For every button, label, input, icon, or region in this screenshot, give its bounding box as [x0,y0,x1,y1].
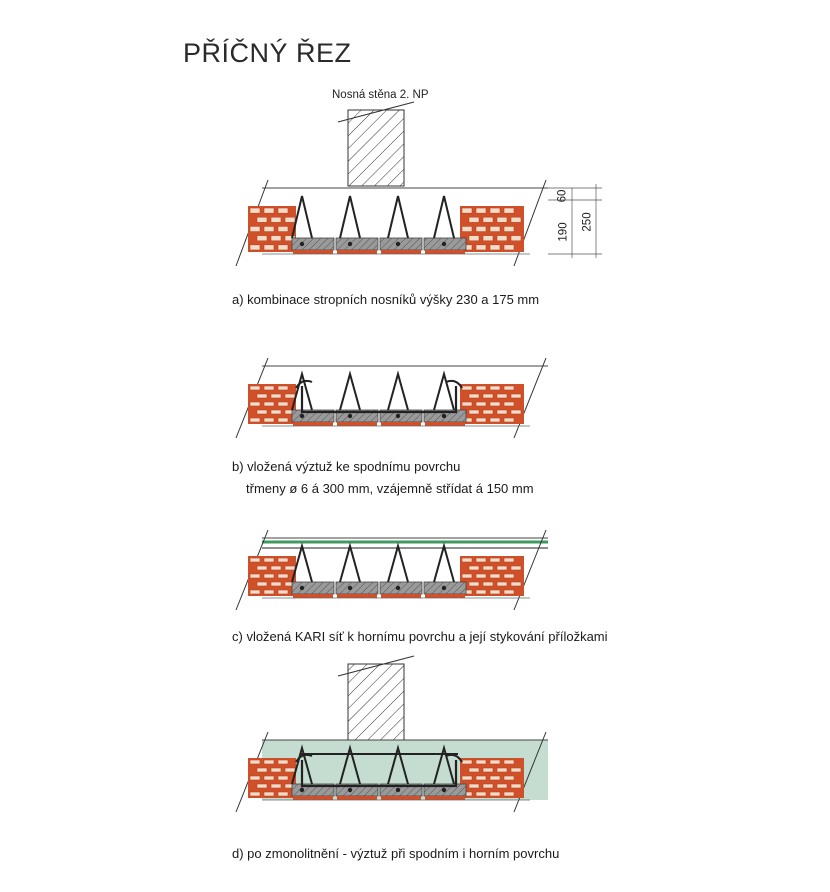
load-bearing-wall-top [338,102,414,186]
brick-wall-left [248,384,296,424]
bottom-bar [442,788,446,792]
section-d [236,732,548,812]
caption-b: b) vložená výztuž ke spodnímu povrchu [232,459,461,474]
bottom-bar [348,788,352,792]
truss-bar [340,196,360,238]
bottom-bar [348,414,352,418]
caption-d: d) po zmonolitnění - výztuž při spodním i horním povrchu [232,846,560,861]
beam-base [425,250,465,254]
caption-a: a) kombinace stropních nosníků výšky 230 a 175 mm [232,292,540,307]
beam-block [380,582,422,594]
beam-block [380,238,422,250]
truss-bar [434,374,454,410]
beam-base [381,250,421,254]
bottom-bar [442,414,446,418]
section-b [236,358,548,438]
brick-wall-right [460,206,524,252]
stirrup-lower [302,386,456,412]
bottom-bar [396,586,400,590]
beam-base [381,796,421,800]
truss-bar [388,374,408,410]
bottom-bar [300,414,304,418]
beam-block [292,582,334,594]
truss-bar [434,196,454,238]
bottom-bar [442,242,446,246]
bottom-bar [396,414,400,418]
beam-base [381,422,421,426]
brick-wall-right [460,556,524,596]
dimension-190: 190 [557,222,570,242]
beam-base [293,796,333,800]
beam-base [337,422,377,426]
section-a [236,180,548,266]
beam-base [337,250,377,254]
beam-base [293,594,333,598]
section-c [236,530,548,610]
bottom-bar [396,788,400,792]
beam-base [425,594,465,598]
beam-base [293,422,333,426]
beam-base [381,594,421,598]
caption-c: c) vložená KARI síť k hornímu povrchu a její stykování příložkami [232,629,608,644]
brick-wall-right [460,758,524,798]
bottom-bar [300,242,304,246]
brick-wall-left [248,206,296,252]
beam-base [425,422,465,426]
brick-wall-left [248,556,296,596]
beam-block [336,238,378,250]
bottom-bar [300,788,304,792]
dimension-60: 60 [556,189,569,203]
truss-bar [388,196,408,238]
load-bearing-wall-bottom [338,656,414,740]
bottom-bar [396,242,400,246]
page-title: PŘÍČNÝ ŘEZ [183,38,352,68]
bottom-bar [300,586,304,590]
bottom-bar [442,586,446,590]
brick-wall-right [460,384,524,424]
beam-base [425,796,465,800]
brick-wall-left [248,758,296,798]
beam-base [337,594,377,598]
truss-bar [340,546,360,582]
caption-b-line2: třmeny ø 6 á 300 mm, vzájemně střídat á 150 mm [246,481,534,496]
truss-bar [340,374,360,410]
beam-block [292,238,334,250]
beam-block [336,582,378,594]
dimension-250: 250 [581,212,594,232]
bottom-bar [348,242,352,246]
truss-bar [388,546,408,582]
wall-label: Nosná stěna 2. NP [332,89,429,101]
beam-base [337,796,377,800]
truss-bar [434,546,454,582]
bottom-bar [348,586,352,590]
beam-base [293,250,333,254]
